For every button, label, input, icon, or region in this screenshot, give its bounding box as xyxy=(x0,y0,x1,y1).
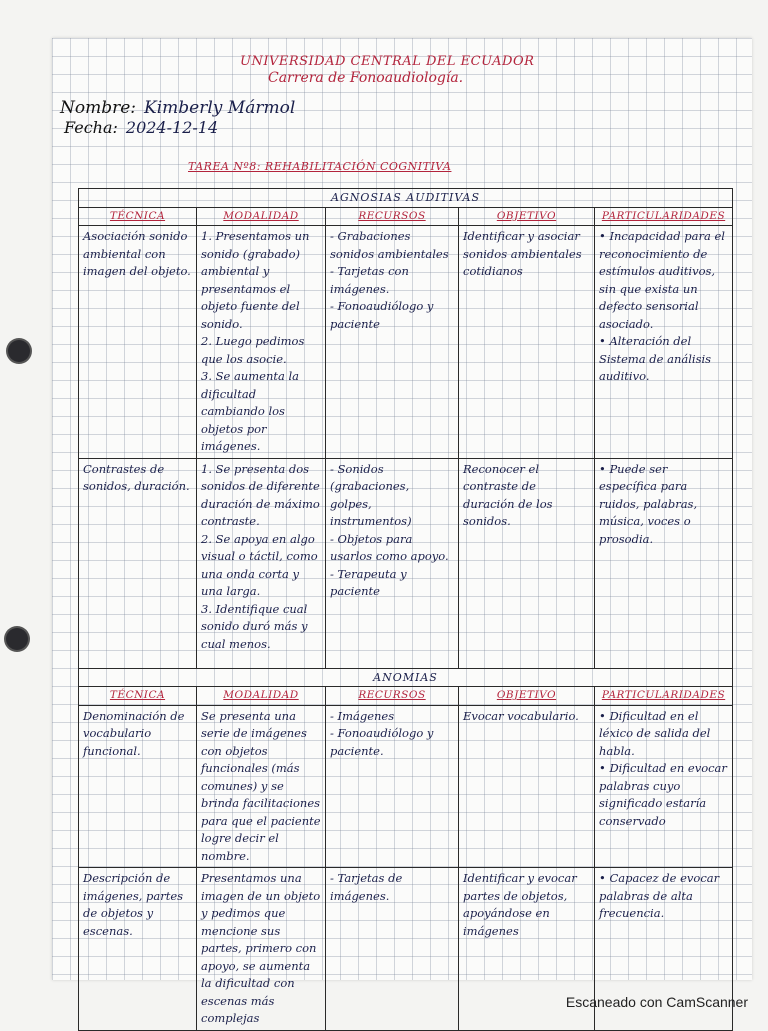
name-value: Kimberly Mármol xyxy=(144,98,296,118)
binder-ring-icon xyxy=(8,340,30,362)
col-header-tecnica: TÉCNICA xyxy=(79,207,197,226)
cell-objetivo: Reconocer el contraste de duración de los sonidos. xyxy=(459,458,595,668)
list-item: 1. Se presenta dos sonidos de diferente duración de máximo contraste. xyxy=(201,461,320,528)
cell-modalidad xyxy=(197,868,326,1031)
list-item: • Puede ser específica para ruidos, palabras, música, voces o prosodia. xyxy=(599,461,698,546)
list-item: - Terapeuta y paciente xyxy=(330,566,407,598)
col-header-tecnica: TÉCNICA xyxy=(79,687,197,706)
cell-tecnica: Asociación sonido ambiental con imagen del objeto. xyxy=(79,226,197,459)
cell-modalidad xyxy=(197,226,326,459)
list-item: • Alteración del Sistema de análisis auditivo. xyxy=(599,334,712,383)
column-header-row xyxy=(79,687,733,706)
col-header-objetivo: OBJETIVO xyxy=(459,687,595,706)
name-label: Nombre: xyxy=(60,98,137,118)
column-header-row xyxy=(79,207,733,226)
cell-tecnica: Descripción de imágenes, partes de objetos y escenas. xyxy=(79,868,197,1031)
list-item: 2. Se apoya en algo visual o táctil, como una onda corta y una larga. xyxy=(201,531,318,598)
task-title: TAREA Nº8: REHABILITACIÓN COGNITIVA xyxy=(188,160,452,173)
list-item: 2. Luego pedimos que los asocie. xyxy=(201,334,305,366)
list-item: Se presenta una serie de imágenes con objetos funcionales (más comunes) y se brinda facilitaciones para que el paciente logre decir el nombre. xyxy=(201,708,321,863)
list-item: - Fonoaudiólogo y paciente. xyxy=(330,726,434,758)
table-row xyxy=(79,705,733,868)
cell-particularidades xyxy=(595,705,733,868)
date-value: 2024-12-14 xyxy=(125,118,219,137)
list-item: - Imágenes xyxy=(330,708,395,723)
cell-objetivo: Identificar y asociar sonidos ambientales cotidianos xyxy=(459,226,595,459)
cell-objetivo: Identificar y evocar partes de objetos, apoyándose en imágenes xyxy=(459,868,595,1031)
career-title: Carrera de Fonoaudiología. xyxy=(268,70,464,86)
cell-tecnica: Contrastes de sonidos, duración. xyxy=(79,458,197,668)
table-row xyxy=(79,458,733,668)
cell-recursos xyxy=(326,458,459,668)
col-header-modalidad: MODALIDAD xyxy=(197,687,326,706)
cell-tecnica: Denominación de vocabulario funcional. xyxy=(79,705,197,868)
col-header-modalidad: MODALIDAD xyxy=(197,207,326,226)
list-item: • Dificultad en el léxico de salida del habla. xyxy=(599,708,711,758)
cell-particularidades xyxy=(595,458,733,668)
col-header-recursos: RECURSOS xyxy=(326,207,459,226)
list-item: Presentamos una imagen de un objeto y pedimos que mencione sus partes, primero con apoyo, se aumenta la dificultad con escenas más complejas xyxy=(201,871,321,1025)
list-item: - Grabaciones sonidos ambientales xyxy=(330,229,449,261)
list-item: 3. Se aumenta la dificultad cambiando los objetos por imágenes. xyxy=(201,369,300,453)
binder-ring-icon xyxy=(6,628,28,650)
cell-modalidad xyxy=(197,705,326,868)
cell-modalidad xyxy=(197,458,326,668)
name-line xyxy=(60,98,295,118)
list-item: - Tarjetas con imágenes. xyxy=(330,264,409,296)
list-item: 3. Identifique cual sonido duró más y cual menos. xyxy=(201,601,308,651)
list-item: - Sonidos (grabaciones, golpes, instrumentos) xyxy=(330,461,412,528)
list-item: • Incapacidad para el reconocimiento de estímulos auditivos, sin que exista un defecto sensorial asociado. xyxy=(599,229,725,331)
col-header-recursos: RECURSOS xyxy=(326,687,459,706)
col-header-objetivo: OBJETIVO xyxy=(459,207,595,226)
col-header-particularidades: PARTICULARIDADES xyxy=(595,687,733,706)
cell-recursos xyxy=(326,705,459,868)
table-row xyxy=(79,226,733,459)
rehabilitation-table xyxy=(78,188,733,1031)
list-item: • Dificultad en evocar palabras cuyo significado estaría conservado xyxy=(599,761,727,828)
list-item: - Objetos para usarlos como apoyo. xyxy=(330,531,449,563)
cell-particularidades xyxy=(595,226,733,459)
university-title: UNIVERSIDAD CENTRAL DEL ECUADOR xyxy=(240,54,535,69)
cell-recursos xyxy=(326,226,459,459)
date-line xyxy=(64,118,218,137)
camscanner-watermark: Escaneado con CamScanner xyxy=(565,994,748,1010)
date-label: Fecha: xyxy=(64,118,118,137)
section-title-agnosias: AGNOSIAS AUDITIVAS xyxy=(79,189,733,208)
col-header-particularidades: PARTICULARIDADES xyxy=(595,207,733,226)
list-item: 1. Presentamos un sonido (grabado) ambiental y presentamos el objeto fuente del sonido. xyxy=(201,229,310,331)
list-item: - Fonoaudiólogo y paciente xyxy=(330,299,434,331)
list-item: - Tarjetas de imágenes. xyxy=(330,871,403,903)
section-title-anomias: ANOMIAS xyxy=(79,668,733,687)
cell-recursos xyxy=(326,868,459,1031)
list-item: • Capacez de evocar palabras de alta frecuencia. xyxy=(599,871,720,920)
cell-objetivo: Evocar vocabulario. xyxy=(459,705,595,868)
